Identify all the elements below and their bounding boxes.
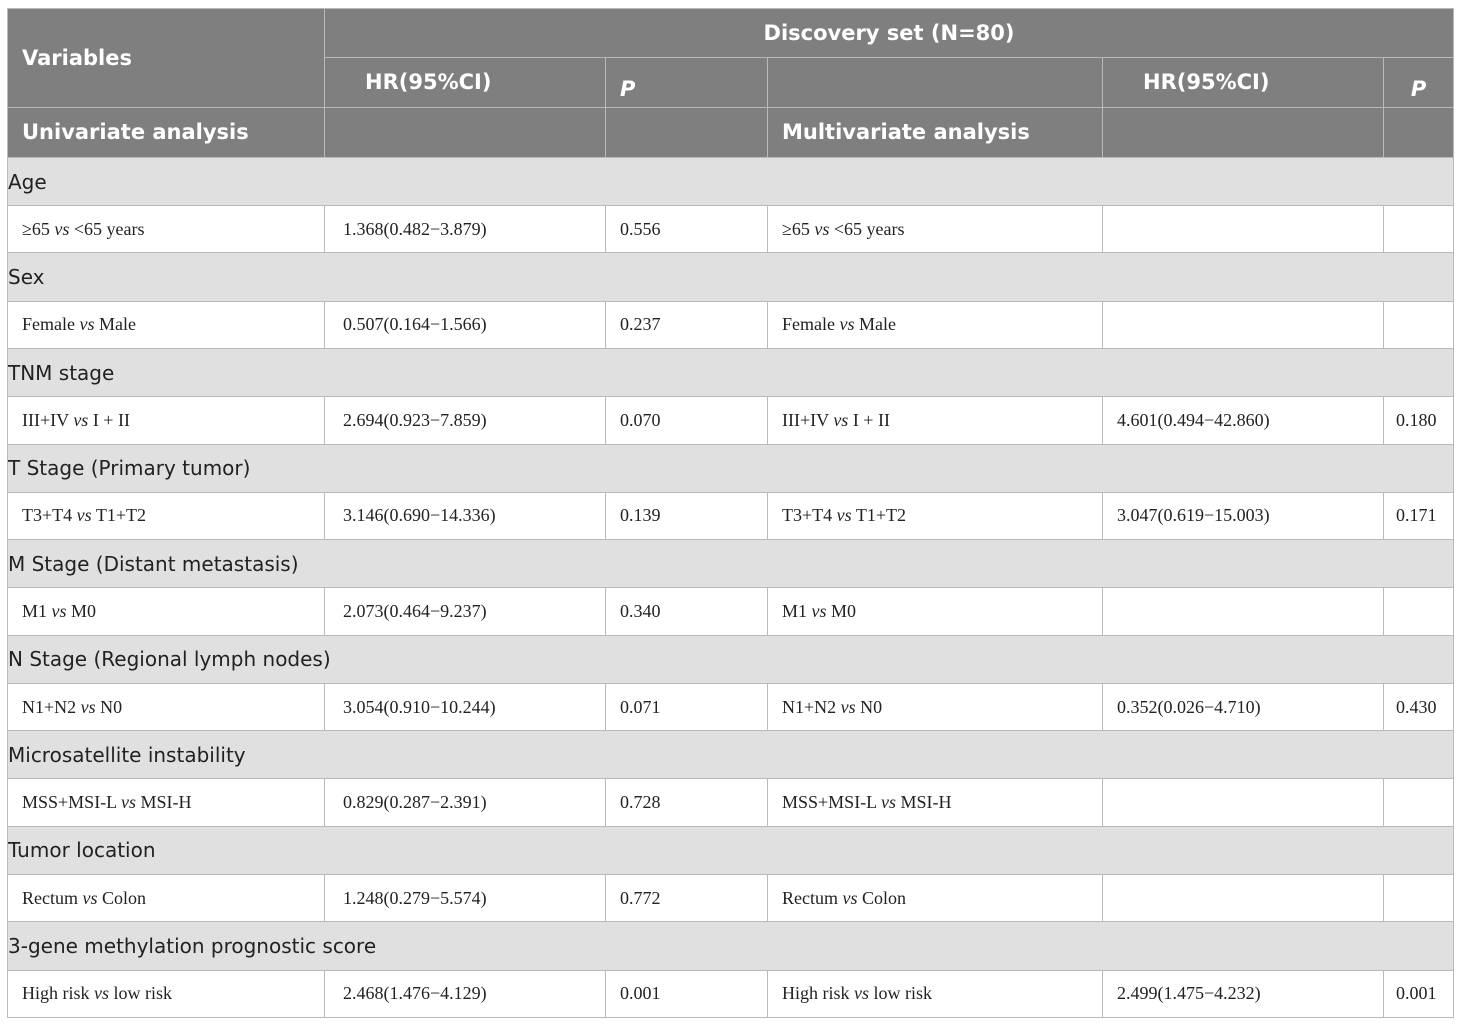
comparison-right: Male bbox=[94, 314, 136, 335]
empty-header-cell bbox=[768, 58, 1103, 107]
comparison-right: M0 bbox=[66, 600, 97, 621]
comparison-label bbox=[768, 779, 1103, 826]
multivariate-p bbox=[1384, 874, 1454, 921]
table-row bbox=[8, 683, 1454, 730]
table-row bbox=[8, 492, 1454, 539]
multivariate-p bbox=[1384, 588, 1454, 635]
univariate-p: 0.001 bbox=[606, 970, 768, 1017]
comparison-right: N0 bbox=[95, 696, 123, 717]
multivariate-p bbox=[1384, 206, 1454, 253]
comparison-right: MSI-H bbox=[136, 792, 192, 813]
vs-text: vs bbox=[76, 505, 92, 526]
multivariate-p bbox=[1384, 779, 1454, 826]
comparison-label bbox=[768, 683, 1103, 730]
empty-header-cell bbox=[606, 107, 768, 157]
group-header-row bbox=[8, 157, 1454, 205]
table-row bbox=[8, 588, 1454, 635]
univariate-hr: 3.146(0.690−14.336) bbox=[325, 492, 606, 539]
comparison-right: Colon bbox=[857, 887, 907, 908]
table-row bbox=[8, 779, 1454, 826]
vs-text: vs bbox=[814, 218, 830, 239]
multivariate-hr: 4.601(0.494−42.860) bbox=[1103, 397, 1384, 444]
p-header-univariate: P bbox=[606, 58, 768, 107]
multivariate-p: 0.171 bbox=[1384, 492, 1454, 539]
univariate-hr: 1.248(0.279−5.574) bbox=[325, 874, 606, 921]
univariate-p: 0.237 bbox=[606, 301, 768, 348]
multivariate-hr bbox=[1103, 206, 1384, 253]
multivariate-hr: 3.047(0.619−15.003) bbox=[1103, 492, 1384, 539]
comparison-label bbox=[8, 683, 325, 730]
vs-text: vs bbox=[79, 314, 95, 335]
table-row bbox=[8, 206, 1454, 253]
vs-text: vs bbox=[94, 983, 109, 1004]
vs-text: vs bbox=[51, 600, 67, 621]
comparison-left: MSS+MSI-L bbox=[22, 792, 122, 813]
group-header-row bbox=[8, 826, 1454, 874]
group-title: T Stage (Primary tumor) bbox=[8, 444, 1454, 492]
vs-text: vs bbox=[54, 218, 70, 239]
comparison-label bbox=[8, 397, 325, 444]
group-header-row bbox=[8, 540, 1454, 588]
comparison-left: High risk bbox=[782, 983, 854, 1004]
comparison-left: M1 bbox=[782, 600, 812, 621]
multivariate-hr bbox=[1103, 779, 1384, 826]
group-header-row bbox=[8, 253, 1454, 301]
group-header-row bbox=[8, 635, 1454, 683]
group-title: M Stage (Distant metastasis) bbox=[8, 540, 1454, 588]
table-row bbox=[8, 970, 1454, 1017]
group-title: Tumor location bbox=[8, 826, 1454, 874]
multivariate-hr bbox=[1103, 301, 1384, 348]
table-row bbox=[8, 874, 1454, 921]
group-header-row bbox=[8, 348, 1454, 396]
table-row bbox=[8, 301, 1454, 348]
comparison-right: I + II bbox=[88, 409, 130, 430]
discovery-set-header: Discovery set (N=80) bbox=[325, 9, 1454, 58]
univariate-analysis-header: Univariate analysis bbox=[8, 107, 325, 157]
empty-header-cell bbox=[1103, 107, 1384, 157]
group-title: Sex bbox=[8, 253, 1454, 301]
vs-text: vs bbox=[842, 887, 858, 908]
univariate-p: 0.070 bbox=[606, 397, 768, 444]
univariate-p: 0.071 bbox=[606, 683, 768, 730]
vs-text: vs bbox=[73, 409, 89, 430]
group-title: TNM stage bbox=[8, 348, 1454, 396]
comparison-left: Female bbox=[782, 314, 840, 335]
comparison-label bbox=[768, 588, 1103, 635]
vs-text: vs bbox=[811, 600, 827, 621]
univariate-p: 0.340 bbox=[606, 588, 768, 635]
group-title: Microsatellite instability bbox=[8, 731, 1454, 779]
comparison-left: M1 bbox=[22, 600, 52, 621]
comparison-label bbox=[8, 301, 325, 348]
group-title: N Stage (Regional lymph nodes) bbox=[8, 635, 1454, 683]
univariate-p: 0.772 bbox=[606, 874, 768, 921]
multivariate-p: 0.430 bbox=[1384, 683, 1454, 730]
comparison-right: low risk bbox=[869, 983, 932, 1004]
comparison-label bbox=[768, 874, 1103, 921]
vs-text: vs bbox=[82, 887, 98, 908]
vs-text: vs bbox=[833, 409, 849, 430]
comparison-right: I + II bbox=[848, 409, 890, 430]
comparison-label bbox=[8, 492, 325, 539]
comparison-left: Female bbox=[22, 314, 80, 335]
table-row bbox=[8, 397, 1454, 444]
comparison-right: T1+T2 bbox=[91, 505, 146, 526]
comparison-right: Colon bbox=[97, 887, 147, 908]
multivariate-p: 0.001 bbox=[1384, 970, 1454, 1017]
univariate-hr: 2.073(0.464−9.237) bbox=[325, 588, 606, 635]
univariate-hr: 2.468(1.476−4.129) bbox=[325, 970, 606, 1017]
comparison-label bbox=[8, 874, 325, 921]
comparison-left: ≥65 bbox=[782, 218, 815, 239]
comparison-left: Rectum bbox=[22, 887, 83, 908]
vs-text: vs bbox=[839, 314, 855, 335]
comparison-left: N1+N2 bbox=[22, 696, 81, 717]
comparison-label bbox=[768, 301, 1103, 348]
multivariate-analysis-header: Multivariate analysis bbox=[768, 107, 1103, 157]
vs-text: vs bbox=[121, 792, 137, 813]
comparison-left: MSS+MSI-L bbox=[782, 792, 882, 813]
comparison-right: N0 bbox=[855, 696, 883, 717]
multivariate-hr bbox=[1103, 874, 1384, 921]
univariate-hr: 3.054(0.910−10.244) bbox=[325, 683, 606, 730]
group-header-row bbox=[8, 444, 1454, 492]
univariate-hr: 1.368(0.482−3.879) bbox=[325, 206, 606, 253]
comparison-right: <65 years bbox=[69, 218, 145, 239]
comparison-right: MSI-H bbox=[896, 792, 952, 813]
comparison-left: High risk bbox=[22, 983, 94, 1004]
vs-text: vs bbox=[80, 696, 96, 717]
comparison-right: <65 years bbox=[829, 218, 905, 239]
comparison-right: Male bbox=[854, 314, 896, 335]
comparison-label bbox=[8, 779, 325, 826]
comparison-right: T1+T2 bbox=[851, 505, 906, 526]
comparison-label bbox=[768, 206, 1103, 253]
comparison-left: Rectum bbox=[782, 887, 843, 908]
comparison-label bbox=[8, 206, 325, 253]
variables-header: Variables bbox=[8, 9, 325, 108]
comparison-label bbox=[768, 397, 1103, 444]
comparison-label bbox=[768, 970, 1103, 1017]
comparison-left: T3+T4 bbox=[782, 505, 837, 526]
hr-header-multivariate: HR(95%CI) bbox=[1103, 58, 1384, 107]
comparison-left: N1+N2 bbox=[782, 696, 841, 717]
univariate-p: 0.139 bbox=[606, 492, 768, 539]
univariate-hr: 2.694(0.923−7.859) bbox=[325, 397, 606, 444]
comparison-label bbox=[8, 970, 325, 1017]
group-header-row bbox=[8, 731, 1454, 779]
cox-regression-table bbox=[7, 8, 1454, 1018]
multivariate-p: 0.180 bbox=[1384, 397, 1454, 444]
comparison-left: ≥65 bbox=[22, 218, 55, 239]
vs-text: vs bbox=[840, 696, 856, 717]
group-title: Age bbox=[8, 157, 1454, 205]
comparison-right: low risk bbox=[109, 983, 172, 1004]
comparison-left: III+IV bbox=[782, 409, 834, 430]
multivariate-hr: 0.352(0.026−4.710) bbox=[1103, 683, 1384, 730]
vs-text: vs bbox=[881, 792, 897, 813]
group-title: 3-gene methylation prognostic score bbox=[8, 922, 1454, 970]
header-row-3 bbox=[8, 107, 1454, 157]
vs-text: vs bbox=[854, 983, 869, 1004]
p-header-multivariate: P bbox=[1384, 58, 1454, 107]
vs-text: vs bbox=[836, 505, 852, 526]
empty-header-cell bbox=[325, 107, 606, 157]
header-row-1 bbox=[8, 9, 1454, 58]
comparison-label bbox=[768, 492, 1103, 539]
multivariate-hr: 2.499(1.475−4.232) bbox=[1103, 970, 1384, 1017]
group-header-row bbox=[8, 922, 1454, 970]
univariate-p: 0.728 bbox=[606, 779, 768, 826]
empty-header-cell bbox=[1384, 107, 1454, 157]
multivariate-hr bbox=[1103, 588, 1384, 635]
univariate-hr: 0.507(0.164−1.566) bbox=[325, 301, 606, 348]
comparison-right: M0 bbox=[826, 600, 857, 621]
comparison-label bbox=[8, 588, 325, 635]
comparison-left: T3+T4 bbox=[22, 505, 77, 526]
univariate-hr: 0.829(0.287−2.391) bbox=[325, 779, 606, 826]
univariate-p: 0.556 bbox=[606, 206, 768, 253]
hr-header-univariate: HR(95%CI) bbox=[325, 58, 606, 107]
multivariate-p bbox=[1384, 301, 1454, 348]
comparison-left: III+IV bbox=[22, 409, 74, 430]
